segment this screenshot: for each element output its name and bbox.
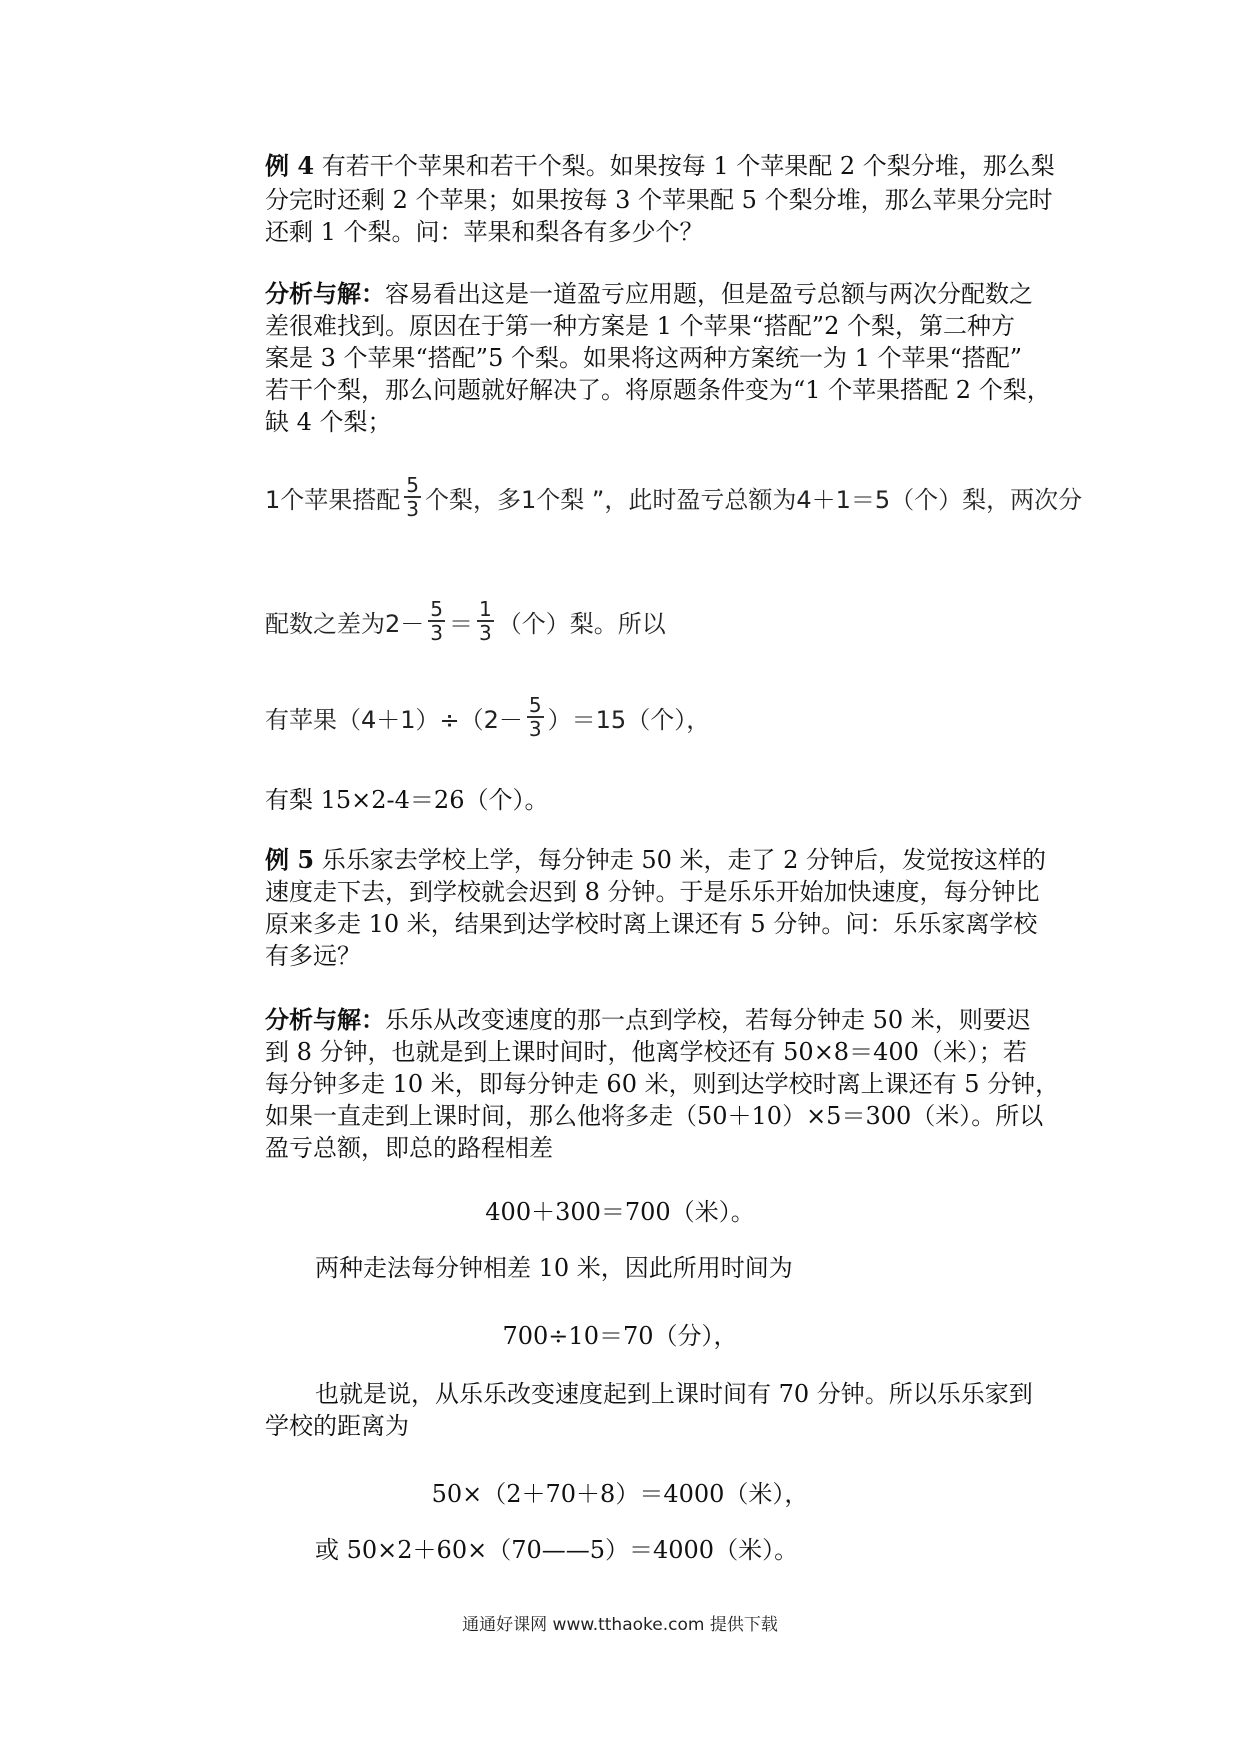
solution-4-line-1: 分析与解：容易看出这是一道盈亏应用题，但是盈亏总额与两次分配数之 [265,279,1033,308]
formula-line-1: 1个苹果搭配 $\frac{5}{3}$ 个梨，多1个梨 ”，此时盈亏总额为4＋1＝5（个）梨，两次分 [265,473,1083,521]
fraction-one-third: $\frac{1}{3}$ [479,597,492,645]
pears-result: 有梨 15×2-4＝26（个）。 [265,786,549,814]
footer-credit: 通通好课网 www.tthaoke.com 提供下载 [462,1615,778,1635]
solution-4-line-4: 若干个梨，那么问题就好解决了。将原题条件变为“1 个苹果搭配 2 个梨， [265,376,1051,404]
example-4-line-2: 分完时还剩 2 个苹果；如果按每 3 个苹果配 5 个梨分堆，那么苹果分完时 [265,186,1053,214]
equation-3: 50×（2＋70＋8）＝4000（米）， [431,1480,809,1508]
solution-4-line-2: 差很难找到。原因在于第一种方案是 1 个苹果“搭配”2 个梨，第二种方 [265,312,1015,340]
paragraph-2: 两种走法每分钟相差 10 米，因此所用时间为 [315,1254,793,1282]
fraction-five-thirds: $\frac{5}{3}$ [528,693,542,741]
formula-line-3: 有苹果（4＋1）÷（2－ $\frac{5}{3}$ ）＝15（个）， [265,693,711,741]
paragraph-3-line-2: 学校的距离为 [265,1412,409,1440]
paragraph-3-line-1: 也就是说，从乐乐改变速度起到上课时间有 70 分钟。所以乐乐家到 [315,1380,1033,1408]
example-4-label: 例 4 [265,151,315,180]
equation-1: 400＋300＝700（米）。 [485,1198,755,1226]
example-5-line-1: 例 5 乐乐家去学校上学，每分钟走 50 米，走了 2 分钟后，发觉按这样的 [265,845,1047,874]
solution-5-label: 分析与解： [265,1005,385,1034]
solution-5-line-3: 每分钟多走 10 米，即每分钟走 60 米，则到达学校时离上课还有 5 分钟， [265,1070,1060,1098]
solution-5-line-1: 分析与解：乐乐从改变速度的那一点到学校，若每分钟走 50 米，则要迟 [265,1005,1031,1034]
equation-2: 700÷10＝70（分）， [502,1322,738,1350]
example-4-line-3: 还剩 1 个梨。问：苹果和梨各有多少个？ [265,218,704,246]
example-5-line-4: 有多远？ [265,942,361,970]
solution-4-label: 分析与解： [265,279,385,308]
fraction-five-thirds: $\frac{5}{3}$ [430,597,444,645]
example-5-line-3: 原来多走 10 米，结果到达学校时离上课还有 5 分钟。问：乐乐家离学校 [265,910,1038,938]
solution-4-line-3: 案是 3 个苹果“搭配”5 个梨。如果将这两种方案统一为 1 个苹果“搭配” [265,344,1023,372]
solution-5-line-2: 到 8 分钟，也就是到上课时间时，他离学校还有 50×8＝400（米）；若 [265,1038,1027,1066]
solution-5-line-4: 如果一直走到上课时间，那么他将多走（50＋10）×5＝300（米）。所以 [265,1102,1044,1130]
example-5-line-2: 速度走下去，到学校就会迟到 8 分钟。于是乐乐开始加快速度，每分钟比 [265,878,1040,906]
solution-5-line-5: 盈亏总额，即总的路程相差 [265,1134,553,1162]
equation-4: 或 50×2＋60×（70——5）＝4000（米）。 [315,1536,799,1564]
solution-4-line-5: 缺 4 个梨； [265,408,392,436]
example-5-label: 例 5 [265,845,315,874]
example-4-line-1: 例 4 有若干个苹果和若干个梨。如果按每 1 个苹果配 2 个梨分堆，那么梨 [265,151,1055,180]
formula-line-2: 配数之差为2－ $\frac{5}{3}$ ＝ $\frac{1}{3}$ （个）梨。所以 [265,597,666,645]
fraction-five-thirds: $\frac{5}{3}$ [406,473,420,521]
